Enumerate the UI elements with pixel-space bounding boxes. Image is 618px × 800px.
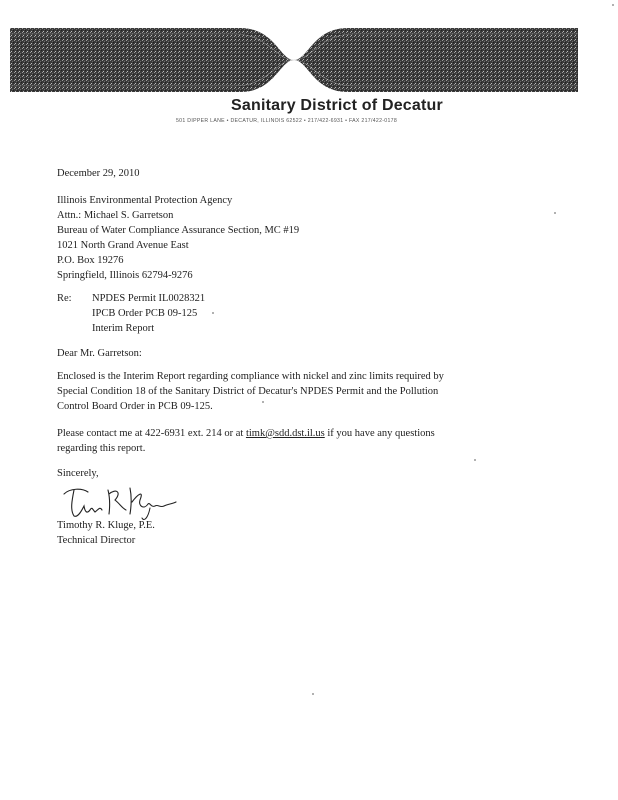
email-link[interactable]: timk@sdd.dst.il.us [245,428,325,439]
paragraph-contact [57,426,435,456]
recipient-line: Illinois Environmental Protection Agency [57,195,233,206]
paragraph-line: Control Board Order in PCB 09-125. [57,401,213,412]
scan-speck [554,212,556,214]
closing: Sincerely, [57,468,99,479]
recipient-line: Bureau of Water Compliance Assurance Section, MC #19 [57,225,300,236]
recipient-line: 1021 North Grand Avenue East [57,240,189,251]
paragraph-line: regarding this report. [57,443,146,454]
letter-date: December 29, 2010 [57,168,140,179]
recipient-address [57,193,299,283]
signer-name: Timothy R. Kluge, P.E. [57,520,155,531]
re-line: NPDES Permit IL0028321 [92,293,206,304]
paragraph-enclosure [57,369,444,414]
paragraph-line: Please contact me at 422-6931 ext. 214 or at timk@sdd.dst.il.us if you have any questions [57,428,435,439]
scan-speck [474,459,476,461]
re-line: IPCB Order PCB 09-125 [92,308,198,319]
re-subject [92,291,205,336]
salutation: Dear Mr. Garretson: [57,348,142,359]
signer-block [57,518,155,548]
paragraph-line: Enclosed is the Interim Report regarding compliance with nickel and zinc limits required by [57,371,444,382]
letterhead-banner [10,28,578,92]
recipient-line: Springfield, Illinois 62794-9276 [57,270,193,281]
scan-speck [312,693,314,695]
signer-title: Technical Director [57,535,136,546]
recipient-line: P.O. Box 19276 [57,255,124,266]
scan-speck [212,312,214,314]
organization-name: Sanitary District of Decatur [231,97,443,114]
scan-speck [262,401,264,403]
re-label: Re: [57,293,72,304]
organization-address: 501 DIPPER LANE • DECATUR, ILLINOIS 62522 • 217/422-6931 • FAX 217/422-0178 [176,118,398,124]
re-line: Interim Report [92,323,155,334]
paragraph-line: Special Condition 18 of the Sanitary District of Decatur's NPDES Permit and the Pollution [57,386,439,397]
recipient-line: Attn.: Michael S. Garretson [57,210,174,221]
scan-speck [612,4,614,6]
